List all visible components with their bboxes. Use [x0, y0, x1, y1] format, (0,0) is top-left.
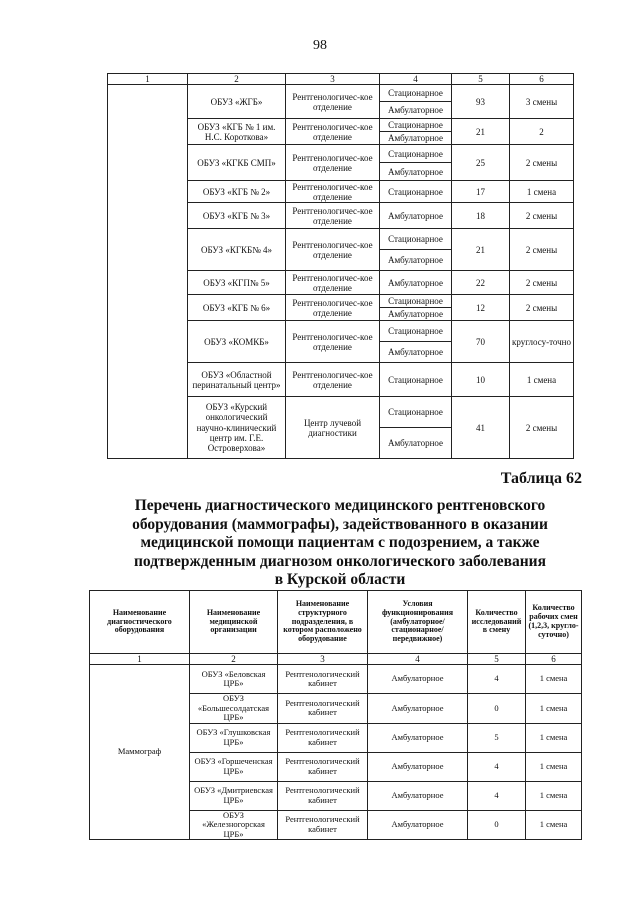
organization-cell: ОБУЗ «Глушковская ЦРБ» [190, 723, 278, 752]
shifts-cell: 2 смены [510, 203, 574, 229]
column-number: 5 [468, 654, 526, 665]
count-cell: 70 [452, 321, 510, 363]
table-xray-departments [107, 73, 574, 459]
condition-cell: Амбулаторное [380, 342, 452, 363]
organization-cell: ОБУЗ «Областной перинатальный центр» [188, 363, 286, 397]
department-cell: Рентгенологический кабинет [278, 723, 368, 752]
count-cell: 4 [468, 665, 526, 694]
organization-cell: ОБУЗ «КГП№ 5» [188, 271, 286, 295]
condition-cell: Амбулаторное [380, 250, 452, 271]
column-number: 3 [278, 654, 368, 665]
department-cell: Рентгенологический кабинет [278, 665, 368, 694]
department-cell: Рентгенологичес-кое отделение [286, 145, 380, 181]
department-cell: Рентгенологичес-кое отделение [286, 119, 380, 145]
header-count: Количество исследований в смену [468, 591, 526, 654]
count-cell: 5 [468, 723, 526, 752]
header-department: Наименование структурного подразделения, в котором расположено оборудование [278, 591, 368, 654]
department-cell: Рентгенологичес-кое отделение [286, 229, 380, 271]
count-cell: 18 [452, 203, 510, 229]
header-shifts: Количество рабочих смен (1,2,3, кругло-суточно) [526, 591, 582, 654]
column-number: 1 [90, 654, 190, 665]
department-cell: Рентгенологичес-кое отделение [286, 85, 380, 119]
shifts-cell: 1 смена [510, 363, 574, 397]
shifts-cell: 1 смена [526, 694, 582, 724]
shifts-cell: 2 смены [510, 229, 574, 271]
department-cell: Рентгенологический кабинет [278, 694, 368, 724]
shifts-cell: 1 смена [526, 665, 582, 694]
condition-cell: Амбулаторное [380, 132, 452, 145]
shifts-cell: 1 смена [526, 723, 582, 752]
header-conditions: Условия функционирования (амбулаторное/ стационарное/ передвижное) [368, 591, 468, 654]
column-number: 4 [368, 654, 468, 665]
column-number: 6 [526, 654, 582, 665]
organization-cell: ОБУЗ «Дмитриевская ЦРБ» [190, 781, 278, 810]
count-cell: 0 [468, 694, 526, 724]
department-cell: Рентгенологический кабинет [278, 810, 368, 840]
count-cell: 22 [452, 271, 510, 295]
condition-cell: Амбулаторное [368, 752, 468, 781]
table-row [108, 85, 574, 102]
organization-cell: ОБУЗ «КГБ № 3» [188, 203, 286, 229]
section-title [110, 497, 570, 590]
count-cell: 21 [452, 229, 510, 271]
page-number: 98 [313, 38, 327, 53]
condition-cell: Амбулаторное [380, 308, 452, 321]
condition-cell: Амбулаторное [368, 665, 468, 694]
title-line: Перечень диагностического медицинского рентгеновского [134, 497, 546, 514]
condition-cell: Стационарное [380, 119, 452, 132]
count-cell: 93 [452, 85, 510, 119]
table-label: Таблица 62 [500, 470, 582, 487]
condition-cell: Стационарное [380, 321, 452, 342]
condition-cell: Амбулаторное [368, 810, 468, 840]
condition-cell: Стационарное [380, 145, 452, 163]
shifts-cell: 3 смены [510, 85, 574, 119]
condition-cell: Амбулаторное [368, 723, 468, 752]
title-line: оборудования (маммографы), задействованного в оказании [132, 515, 548, 533]
organization-cell: ОБУЗ «Курский онкологический научно-клинический центр им. Г.Е. Островерхова» [188, 397, 286, 459]
organization-cell: ОБУЗ «КОМКБ» [188, 321, 286, 363]
department-cell: Рентгенологичес-кое отделение [286, 181, 380, 203]
count-cell: 41 [452, 397, 510, 459]
count-cell: 4 [468, 781, 526, 810]
column-number: 2 [190, 654, 278, 665]
organization-cell: ОБУЗ «Большесолдатская ЦРБ» [190, 694, 278, 724]
condition-cell: Стационарное [380, 295, 452, 308]
column-number: 4 [380, 74, 452, 85]
department-cell: Рентгенологичес-кое отделение [286, 321, 380, 363]
column-number: 1 [108, 74, 188, 85]
condition-cell: Амбулаторное [368, 781, 468, 810]
condition-cell: Амбулаторное [380, 271, 452, 295]
condition-cell: Стационарное [380, 181, 452, 203]
condition-cell: Амбулаторное [380, 428, 452, 459]
table-mammographs [89, 590, 582, 840]
organization-cell: ОБУЗ «Горшеченская ЦРБ» [190, 752, 278, 781]
department-cell: Рентгенологичес-кое отделение [286, 271, 380, 295]
shifts-cell: 2 смены [510, 295, 574, 321]
shifts-cell: 1 смена [526, 781, 582, 810]
count-cell: 12 [452, 295, 510, 321]
count-cell: 0 [468, 810, 526, 840]
condition-cell: Амбулаторное [380, 102, 452, 119]
count-cell: 10 [452, 363, 510, 397]
organization-cell: ОБУЗ «КГКБ№ 4» [188, 229, 286, 271]
title-line: подтвержденным диагнозом онкологического заболевания [133, 552, 546, 570]
equipment-cell: Маммограф [90, 665, 190, 840]
condition-cell: Стационарное [380, 363, 452, 397]
count-cell: 25 [452, 145, 510, 181]
shifts-cell: круглосу-точно [510, 321, 574, 363]
organization-cell: ОБУЗ «КГБ № 6» [188, 295, 286, 321]
department-cell: Рентгенологический кабинет [278, 752, 368, 781]
organization-cell: ОБУЗ «КГКБ СМП» [188, 145, 286, 181]
organization-cell: ОБУЗ «Железногорская ЦРБ» [190, 810, 278, 840]
header-organization: Наименование медицинской организации [190, 591, 278, 654]
department-cell: Рентгенологичес-кое отделение [286, 203, 380, 229]
organization-cell: ОБУЗ «Беловская ЦРБ» [190, 665, 278, 694]
organization-cell: ОБУЗ «ЖГБ» [188, 85, 286, 119]
column-number: 3 [286, 74, 380, 85]
empty-cell [108, 85, 188, 459]
count-cell: 21 [452, 119, 510, 145]
shifts-cell: 2 смены [510, 271, 574, 295]
condition-cell: Стационарное [380, 229, 452, 250]
title-line: медицинской помощи пациентам с подозрением, а также [140, 534, 540, 552]
shifts-cell: 2 смены [510, 145, 574, 181]
header-equipment: Наименование диагностического оборудования [90, 591, 190, 654]
condition-cell: Амбулаторное [368, 694, 468, 724]
shifts-cell: 2 [510, 119, 574, 145]
department-cell: Рентгенологичес-кое отделение [286, 363, 380, 397]
column-number: 6 [510, 74, 574, 85]
table-row [90, 665, 582, 694]
condition-cell: Стационарное [380, 85, 452, 102]
column-number: 5 [452, 74, 510, 85]
condition-cell: Амбулаторное [380, 163, 452, 181]
department-cell: Рентгенологичес-кое отделение [286, 295, 380, 321]
shifts-cell: 1 смена [526, 752, 582, 781]
condition-cell: Стационарное [380, 397, 452, 428]
organization-cell: ОБУЗ «КГБ № 2» [188, 181, 286, 203]
count-cell: 17 [452, 181, 510, 203]
department-cell: Рентгенологический кабинет [278, 781, 368, 810]
shifts-cell: 1 смена [526, 810, 582, 840]
column-number: 2 [188, 74, 286, 85]
title-line: в Курской области [274, 571, 406, 589]
count-cell: 4 [468, 752, 526, 781]
shifts-cell: 2 смены [510, 397, 574, 459]
department-cell: Центр лучевой диагностики [286, 397, 380, 459]
condition-cell: Амбулаторное [380, 203, 452, 229]
shifts-cell: 1 смена [510, 181, 574, 203]
organization-cell: ОБУЗ «КГБ № 1 им. Н.С. Короткова» [188, 119, 286, 145]
